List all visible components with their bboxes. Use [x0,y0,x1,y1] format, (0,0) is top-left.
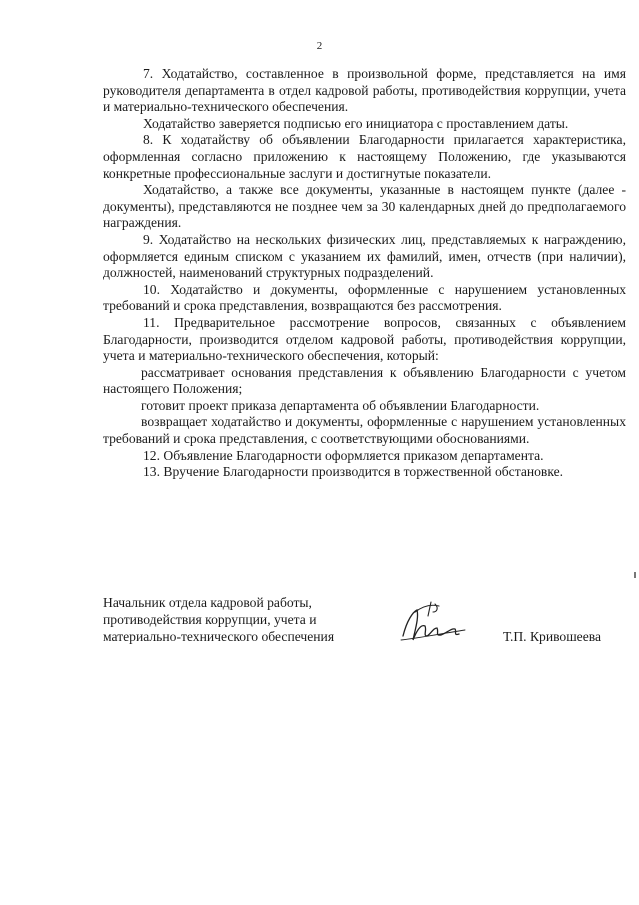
paragraph-7: 7. Ходатайство, составленное в произвольной форме, представляется на имя руководителя департамента в отдел кадровой работы, противодействия коррупции, учета и материально-технического обеспечения. [103,66,626,115]
signatory-position [103,594,383,645]
scan-artifact [634,572,636,578]
paragraph-11-item-2: готовит проект приказа департамента об объявлении Благодарности. [141,397,540,413]
paragraph-10: 10. Ходатайство и документы, оформленные с нарушением установленных требований и срока представления, возвращаются без рассмотрения. [103,281,626,314]
page-number: 2 [316,40,323,52]
signatory-position-line: противодействия коррупции, учета и [103,612,317,627]
paragraph-8: 8. К ходатайству об объявлении Благодарности прилагается характеристика, оформленная согласно приложению к настоящему Положению, где указываются конкретные профессиональные заслуги и достигнутые показатели. [103,132,626,181]
paragraph-8-note: Ходатайство, а также все документы, указанные в настоящем пункте (далее - документы), представляются не позднее чем за 30 календарных дней до предполагаемого награждения. [103,182,626,231]
signatory-position-line: материально-технического обеспечения [103,629,335,644]
handwritten-signature [395,600,475,650]
paragraph-11-item-3: возвращает ходатайство и документы, оформленные с нарушением установленных требований и срока представления, с соответствующими обоснованиями. [103,414,626,447]
paragraph-11: 11. Предварительное рассмотрение вопросов, связанных с объявлением Благодарности, производится отделом кадровой работы, противодействия коррупции, учета и материально-технического обеспечения, который: [103,314,626,364]
paragraph-7-note: Ходатайство заверяется подписью его инициатора с проставлением даты. [143,115,569,131]
signature-block [103,594,623,654]
signatory-position-line: Начальник отдела кадровой работы, [103,595,312,610]
signatory-name: Т.П. Кривошеева [503,629,602,644]
paragraph-11-item-1: рассматривает основания представления к объявлению Благодарности с учетом настоящего Положения; [103,364,626,397]
paragraph-13: 13. Вручение Благодарности производится в торжественной обстановке. [143,464,564,480]
paragraph-12: 12. Объявление Благодарности оформляется приказом департамента. [143,447,544,463]
paragraph-9: 9. Ходатайство на нескольких физических лиц, представляемых к награждению, оформляется единым списком с указанием их фамилий, имен, отчеств (при наличии), должностей, наименований структурных подразделений. [103,231,626,281]
document-body [103,66,626,481]
